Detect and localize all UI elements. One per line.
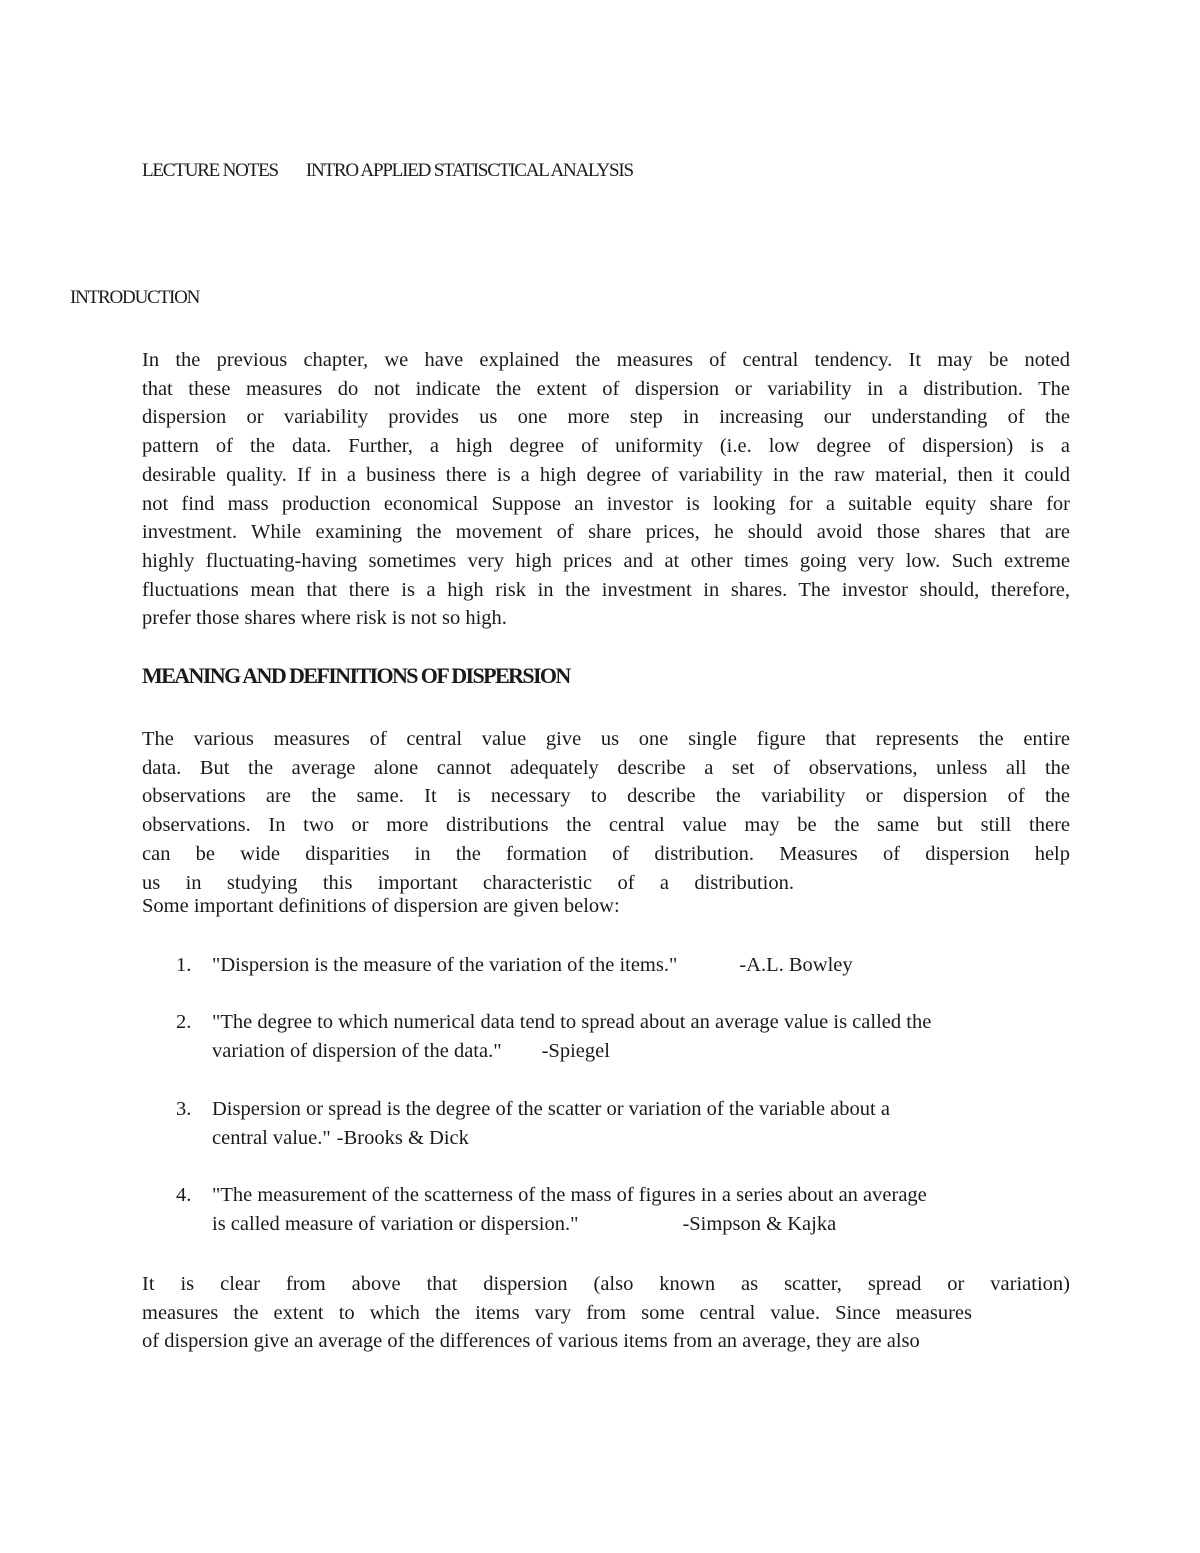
paragraph-line: observations. In two or more distributions the central value may be the same but still there	[142, 814, 1070, 837]
paragraph-line: investment. While examining the movement of share prices, he should avoid those shares that are	[142, 521, 1070, 544]
paragraph-line: that these measures do not indicate the extent of dispersion or variability in a distribution. The	[142, 377, 1070, 400]
paragraph-line: data. But the average alone cannot adequately describe a set of observations, unless all the	[142, 756, 1070, 779]
paragraph-line: measures the extent to which the items vary from some central value. Since measures	[142, 1301, 972, 1324]
definition-attribution: -Spiegel	[541, 1039, 610, 1062]
closing-paragraph	[142, 1270, 1070, 1356]
paragraph-line: pattern of the data. Further, a high degree of uniformity (i.e. low degree of dispersion) is a	[142, 435, 1070, 458]
paragraph-line: The various measures of central value give us one single figure that represents the entire	[142, 728, 1070, 750]
definition-text	[212, 951, 853, 980]
paragraph-line: of dispersion give an average of the differences of various items from an average, they are also	[142, 1330, 920, 1353]
paragraph-line: us in studying this important characteristic of a distribution.	[142, 871, 794, 894]
definition-line: "Dispersion is the measure of the variation of the items."	[212, 954, 678, 976]
paragraph-line: fluctuations mean that there is a high risk in the investment in shares. The investor should, therefore,	[142, 578, 1070, 601]
paragraph-line: not find mass production economical Suppose an investor is looking for a suitable equity share for	[142, 492, 1070, 515]
definition-number: 3.	[176, 1098, 192, 1120]
definition-line: "The degree to which numerical data tend to spread about an average value is called the	[212, 1011, 932, 1033]
definitions-intro: Some important definitions of dispersion are given below:	[142, 895, 620, 917]
header-left: LECTURE NOTES	[142, 160, 278, 181]
meaning-paragraph	[142, 725, 1070, 897]
paragraph-line: highly fluctuating-having sometimes very high prices and at other times going very low. Such extreme	[142, 549, 1070, 572]
meaning-heading: MEANING AND DEFINITIONS OF DISPERSION	[142, 663, 570, 688]
definition-line: variation of dispersion of the data."	[212, 1039, 502, 1062]
definition-attribution: -A.L. Bowley	[739, 954, 853, 976]
definition-line: central value."	[212, 1126, 331, 1149]
paragraph-line: It is clear from above that dispersion (also known as scatter, spread or variation)	[142, 1273, 1070, 1295]
paragraph-line: can be wide disparities in the formation of distribution. Measures of dispersion help	[142, 842, 1070, 865]
definition-attribution: -Brooks & Dick	[336, 1126, 469, 1149]
paragraph-line: In the previous chapter, we have explained the measures of central tendency. It may be noted	[142, 349, 1070, 371]
definition-number: 4.	[176, 1184, 192, 1206]
definition-text	[212, 1181, 927, 1238]
introduction-paragraph	[142, 346, 1070, 633]
paragraph-line: dispersion or variability provides us one more step in increasing our understanding of the	[142, 406, 1070, 429]
definition-line: "The measurement of the scatterness of the mass of figures in a series about an average	[212, 1184, 927, 1206]
header-right: INTRO APPLIED STATISCTICAL ANALYSIS	[305, 160, 633, 181]
paragraph-line: prefer those shares where risk is not so high.	[142, 607, 507, 630]
definition-number: 2.	[176, 1011, 192, 1033]
definition-line: Dispersion or spread is the degree of the scatter or variation of the variable about a	[212, 1098, 890, 1120]
paragraph-line: observations are the same. It is necessary to describe the variability or dispersion of the	[142, 785, 1070, 808]
definition-text	[212, 1095, 890, 1152]
page-header	[142, 160, 633, 182]
definition-line: is called measure of variation or dispersion."	[212, 1212, 579, 1235]
introduction-heading: INTRODUCTION	[70, 287, 200, 308]
definition-text	[212, 1008, 931, 1065]
definition-number: 1.	[176, 954, 192, 976]
paragraph-line: desirable quality. If in a business there is a high degree of variability in the raw material, then it could	[142, 463, 1070, 486]
definition-attribution: -Simpson & Kajka	[682, 1212, 837, 1235]
